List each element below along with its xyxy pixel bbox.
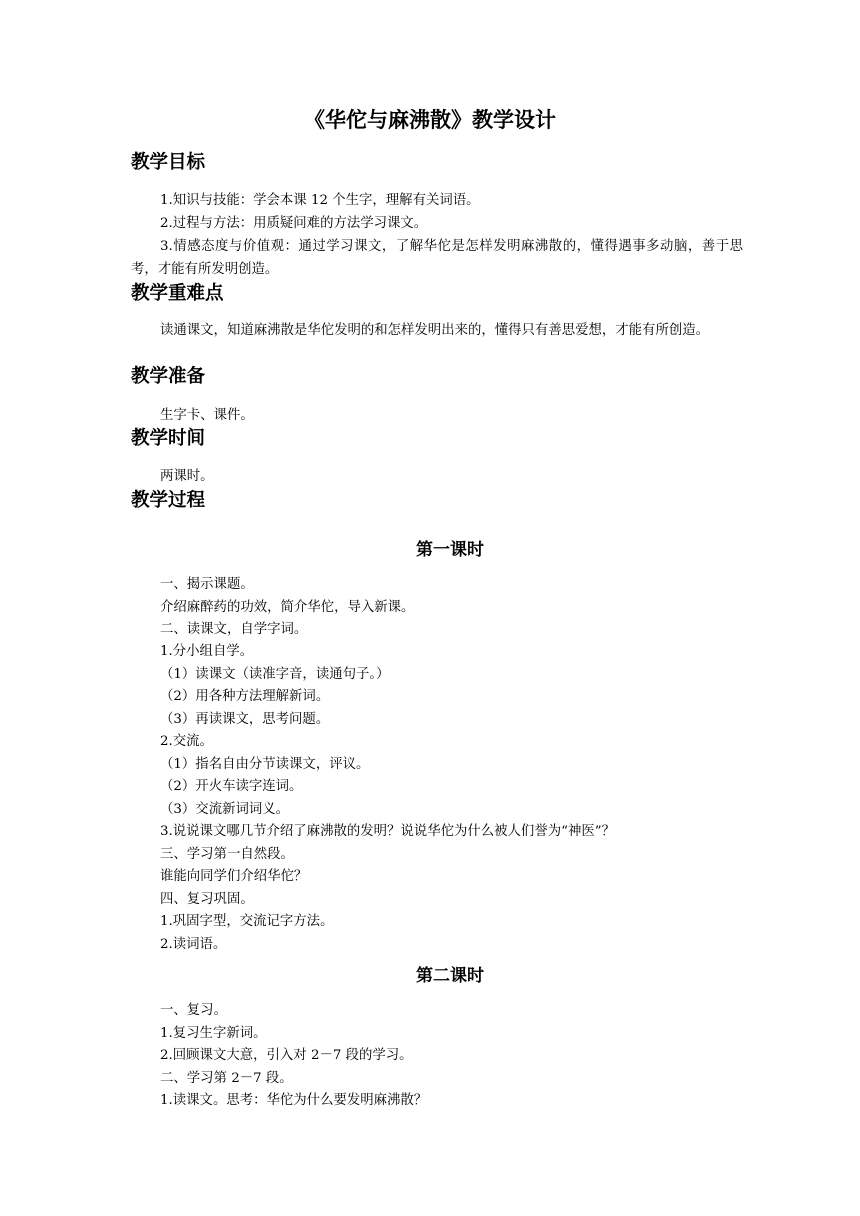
lesson-1-line: 2.读词语。 [160, 937, 227, 952]
lesson-1-line: 1.巩固字型，交流记字方法。 [160, 914, 334, 929]
lesson-1-line: 二、读课文，自学字词。 [160, 622, 308, 637]
lesson-1-line: （1）读课文（读准字音，读通句子。） [160, 667, 390, 682]
objective-item-3: 3.情感态度与价值观：通过学习课文，了解华佗是怎样发明麻沸散的，懂得遇事多动脑，善于思考，才能有所发明创造。 [131, 239, 743, 277]
lesson-1-line: 2.交流。 [160, 734, 213, 749]
heading-objectives: 教学目标 [131, 152, 206, 173]
lesson-2-line: 二、学习第 2－7 段。 [160, 1071, 293, 1086]
lesson-1-line: （3）再读课文，思考问题。 [160, 712, 330, 727]
heading-preparation: 教学准备 [131, 366, 206, 387]
document-title: 《华佗与麻沸散》教学设计 [304, 108, 556, 132]
lesson-1-line: 3.说说课文哪几节介绍了麻沸散的发明？说说华佗为什么被人们誉为“神医”？ [160, 824, 615, 839]
lesson-1-line: 四、复习巩固。 [160, 892, 254, 907]
time-text: 两课时。 [160, 469, 214, 484]
lesson-1-line: 1.分小组自学。 [160, 644, 254, 659]
heading-time: 教学时间 [131, 428, 206, 449]
lesson-2-line: 1.读课文。思考：华佗为什么要发明麻沸散？ [160, 1093, 428, 1108]
lesson-1-line: 三、学习第一自然段。 [160, 847, 294, 862]
objective-item-1: 1.知识与技能：学会本课 12 个生字，理解有关词语。 [160, 193, 480, 208]
lesson-1-line: 谁能向同学们介绍华佗？ [160, 869, 308, 884]
lesson-1-line: （3）交流新词词义。 [160, 802, 290, 817]
lesson-1-line: （2）用各种方法理解新词。 [160, 689, 330, 704]
heading-process: 教学过程 [131, 490, 206, 511]
lesson-2-line: 2.回顾课文大意，引入对 2－7 段的学习。 [160, 1048, 413, 1063]
lesson-1-line: 介绍麻醉药的功效，简介华佗，导入新课。 [160, 600, 415, 615]
objective-item-2: 2.过程与方法：用质疑问难的方法学习课文。 [160, 216, 428, 231]
key-points-text: 读通课文，知道麻沸散是华佗发明的和怎样发明出来的，懂得只有善思爱想，才能有所创造。 [160, 323, 710, 338]
lesson-2-line: 一、复习。 [160, 1003, 227, 1018]
lesson-1-line: 一、揭示课题。 [160, 577, 254, 592]
lesson-2-title: 第二课时 [416, 966, 484, 986]
lesson-1-line: （2）开火车读字连词。 [160, 779, 303, 794]
lesson-1-title: 第一课时 [416, 540, 484, 560]
lesson-2-line: 1.复习生字新词。 [160, 1026, 267, 1041]
heading-key-points: 教学重难点 [131, 283, 224, 304]
lesson-1-line: （1）指名自由分节读课文，评议。 [160, 757, 370, 772]
preparation-text: 生字卡、课件。 [160, 408, 254, 423]
